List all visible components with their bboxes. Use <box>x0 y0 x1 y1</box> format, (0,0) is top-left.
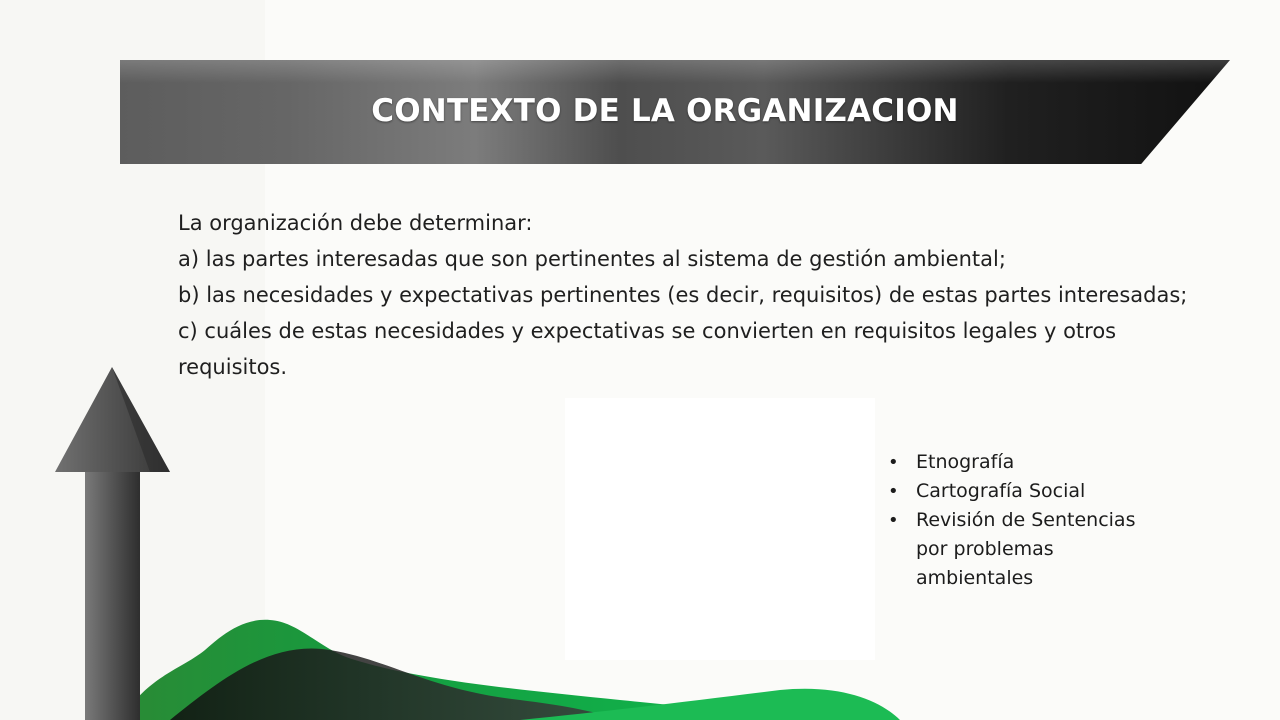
bullet-icon: • <box>888 452 899 473</box>
intro-line: requisitos. <box>178 355 288 379</box>
bullet-icon: • <box>888 481 899 502</box>
intro-line: c) cuáles de estas necesidades y expectativas se convierten en requisitos legales y otros <box>178 319 1117 343</box>
intro-paragraph <box>178 205 1258 385</box>
bullet-text: Cartografía Social <box>916 480 1086 502</box>
bullet-item <box>888 477 1158 506</box>
bullet-text: Revisión de Sentencias por problemas ambientales <box>916 509 1136 589</box>
slide-title: CONTEXTO DE LA ORGANIZACION <box>371 93 959 129</box>
intro-line: a) las partes interesadas que son pertinentes al sistema de gestión ambiental; <box>178 247 1006 271</box>
white-content-box <box>565 398 875 660</box>
bullet-icon: • <box>888 510 899 531</box>
bullet-item <box>888 448 1158 477</box>
bullet-list <box>888 448 1158 593</box>
intro-line: b) las necesidades y expectativas pertinentes (es decir, requisitos) de estas partes interesadas; <box>178 283 1188 307</box>
bullet-item <box>888 506 1158 593</box>
intro-line: La organización debe determinar: <box>178 211 533 235</box>
bullet-text: Etnografía <box>916 451 1015 473</box>
